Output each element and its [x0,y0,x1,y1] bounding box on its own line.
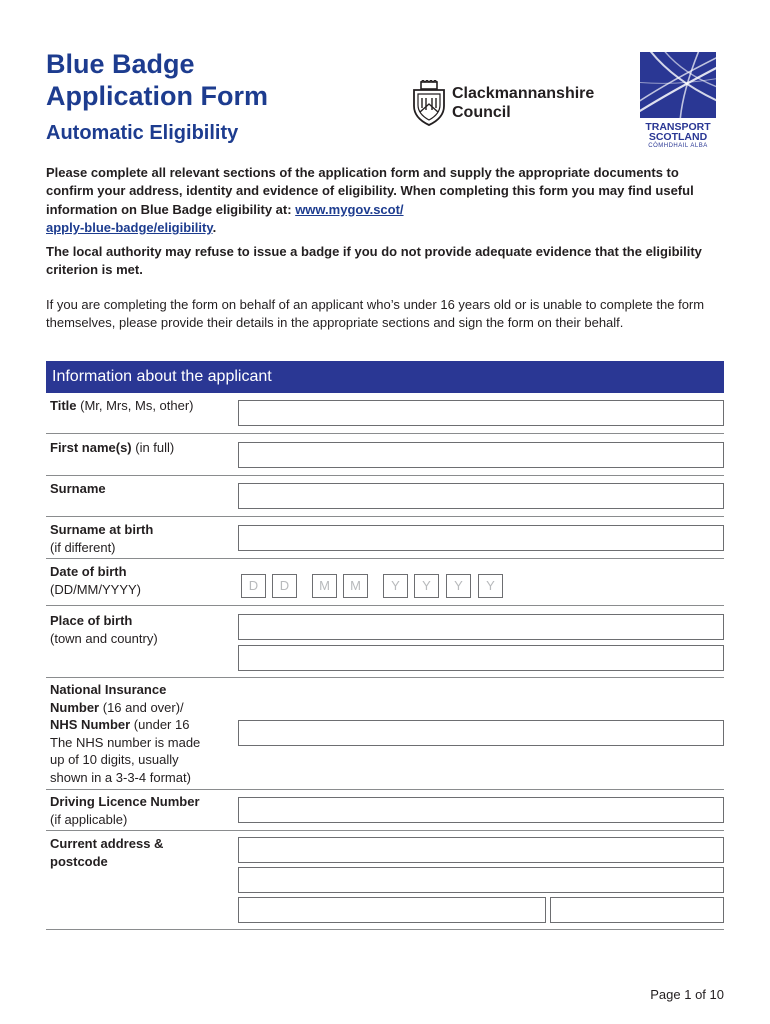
driving-licence-input[interactable] [238,797,724,823]
address-line-1-input[interactable] [238,837,724,863]
eligibility-link-part-1: www.mygov.scot/ [295,201,404,217]
row-divider [46,516,724,517]
transport-logo-gaelic: CÒMHDHAIL ALBA [648,143,708,149]
crest-icon [412,80,446,126]
dob-month-2-input[interactable]: M [343,574,368,598]
title-input[interactable] [238,400,724,426]
address-line-3-input[interactable] [238,897,546,923]
intro-paragraph-3: If you are completing the form on behalf of an applicant who’s under 16 years old or is unable to complete the form themselves, please provide their details in the appropriate sections and sign the form on their behalf. [46,297,705,331]
surname-at-birth-input[interactable] [238,525,724,551]
row-divider [46,558,724,559]
dob-month-1-input[interactable]: M [312,574,337,598]
title-line-1: Blue Badge [46,49,195,79]
intro-paragraph-1-text: Please complete all relevant sections of the application form and supply the appropriate documents to confirm your address, identity and evidence of eligibility. When completing this form you may find useful information on Blue Badge eligibility at: [46,165,694,217]
surname-label: Surname [50,481,106,496]
surname-input[interactable] [238,483,724,509]
date-of-birth-label: Date of birth (DD/MM/YYYY) [50,564,141,597]
page-title [46,48,268,112]
council-name-line-1: Clackmannanshire [452,85,595,102]
transport-logo-line-1: TRANSPORT [645,121,711,133]
dob-year-1-input[interactable]: Y [383,574,408,598]
transport-logo-line-2: SCOTLAND [648,131,708,143]
page-number: Page 1 of 10 [650,987,724,1002]
dob-year-3-input[interactable]: Y [446,574,471,598]
row-divider [46,605,724,606]
dob-year-2-input[interactable]: Y [414,574,439,598]
place-of-birth-input-2[interactable] [238,645,724,671]
intro-paragraph-1 [46,164,726,237]
intro-paragraph-2: The local authority may refuse to issue a badge if you do not provide adequate evidence that the eligibility criterion is met. [46,244,702,278]
dob-day-2-input[interactable]: D [272,574,297,598]
title-line-2: Application Form [46,81,268,111]
postcode-input[interactable] [550,897,724,923]
intro-paragraph-1-end: . [212,219,217,235]
driving-licence-label: Driving Licence Number (if applicable) [50,794,200,827]
eligibility-link-part-2: apply-blue-badge/eligibility [46,219,213,235]
road-junction-icon [640,52,716,118]
council-name-line-2: Council [452,104,511,121]
clackmannanshire-council-logo [412,80,612,130]
applicant-section-header: Information about the applicant [46,361,724,393]
ni-nhs-number-input[interactable] [238,720,724,746]
ni-nhs-number-label: National Insurance Number (16 and over)/ NHS Number (under 16 The NHS number is made up of 10 digits, usually shown in a 3-3-4 format) [50,682,201,785]
dob-year-4-input[interactable]: Y [478,574,503,598]
row-divider [46,475,724,476]
first-name-label: First name(s) (in full) [50,440,175,455]
row-divider [46,433,724,434]
row-divider [46,677,724,678]
place-of-birth-label: Place of birth (town and country) [50,613,158,646]
place-of-birth-input-1[interactable] [238,614,724,640]
dob-day-1-input[interactable]: D [241,574,266,598]
page-subtitle: Automatic Eligibility [46,122,239,144]
first-name-input[interactable] [238,442,724,468]
current-address-label: Current address & postcode [50,836,164,869]
transport-scotland-logo [638,52,718,154]
title-label: Title (Mr, Mrs, Ms, other) [50,398,194,413]
surname-at-birth-label: Surname at birth (if different) [50,522,154,555]
section-bottom-divider [46,929,724,930]
row-divider [46,789,724,790]
address-line-2-input[interactable] [238,867,724,893]
row-divider [46,830,724,831]
